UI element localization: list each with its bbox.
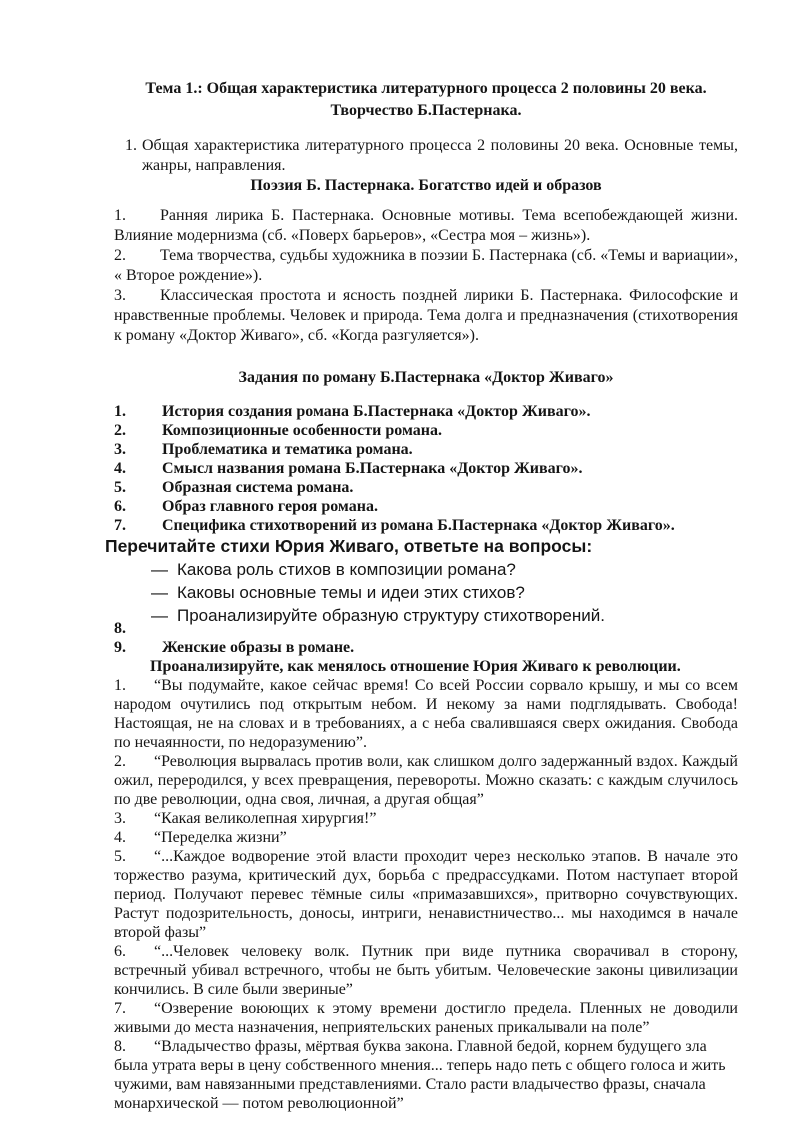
poetry-item xyxy=(114,286,738,346)
quote-item xyxy=(114,999,738,1037)
quote-number: 5. xyxy=(114,848,126,865)
quote-number: 3. xyxy=(114,810,126,827)
quote-text: “Какая великолепная хирургия!” xyxy=(154,810,377,827)
question-item xyxy=(114,581,738,604)
quote-text: “Переделка жизни” xyxy=(154,829,287,846)
task-item xyxy=(114,421,738,440)
task-item-text: Образная система романа. xyxy=(162,479,354,496)
poetry-item xyxy=(114,206,738,246)
poetry-item xyxy=(114,246,738,286)
reread-heading: Перечитайте стихи Юрия Живаго, ответьте на вопросы: xyxy=(105,536,593,556)
task-item-text: История создания романа Б.Пастернака «Доктор Живаго». xyxy=(162,403,591,420)
question-text: Каковы основные темы и идеи этих стихов? xyxy=(177,583,525,602)
task-item-number: 1. xyxy=(114,403,126,420)
quote-item xyxy=(114,809,738,828)
quote-number: 8. xyxy=(114,1038,126,1055)
poetry-list xyxy=(114,206,738,346)
task-item-text: Смысл названия романа Б.Пастернака «Доктор Живаго». xyxy=(162,460,583,477)
task-item-text: Композиционные особенности романа. xyxy=(162,422,442,439)
item-9 xyxy=(114,638,738,657)
poetry-item-number: 2. xyxy=(114,247,126,264)
intro-list-item xyxy=(114,136,738,176)
poetry-item-text: Классическая простота и ясность поздней лирики Б. Пастернака. Философские и нравственные проблемы. Человек и природа. Тема долга и предназначения (стихотворения к роману «Доктор Живаго», сб. «Когда разгуляется»). xyxy=(114,287,738,344)
question-text: Какова роль стихов в композиции романа? xyxy=(177,560,516,579)
quote-number: 4. xyxy=(114,829,126,846)
task-item-number: 4. xyxy=(114,460,126,477)
task-item-number: 2. xyxy=(114,422,126,439)
quote-text: “...Каждое водворение этой власти проходит через несколько этапов. В начале это торжество разума, критический дух, борьба с предрассудками. Потом наступает второй период. Получают перевес тёмные силы «примазавшихся», притворно сочувствующих. Растут подозрительность, доносы, интриги, ненавистничество... мы находимся в начале второй фазы” xyxy=(114,848,738,941)
task-item-number: 5. xyxy=(114,479,126,496)
dash-marker: — xyxy=(151,606,168,625)
quote-number: 1. xyxy=(114,677,126,694)
intro-item-number: 1. xyxy=(125,137,137,154)
question-text: Проанализируйте образную структуру стихотворений. xyxy=(177,606,605,625)
task-item xyxy=(114,440,738,459)
poetry-item-text: Тема творчества, судьбы художника в поэзии Б. Пастернака (сб. «Темы и вариации», « Второе рождение»). xyxy=(114,247,738,284)
quote-text: “Озверение воюющих к этому времени достигло предела. Пленных не доводили живыми до места назначения, неприятельских раненых прикалывали на поле” xyxy=(114,1000,738,1036)
quote-number: 2. xyxy=(114,753,126,770)
task-item xyxy=(114,402,738,421)
task-item xyxy=(114,497,738,516)
task-item-text: Специфика стихотворений из романа Б.Пастернака «Доктор Живаго». xyxy=(162,517,675,534)
task-item xyxy=(114,478,738,497)
quote-item xyxy=(114,942,738,999)
intro-item-text: Общая характеристика литературного процесса 2 половины 20 века. Основные темы, жанры, направления. xyxy=(142,137,738,174)
quote-number: 7. xyxy=(114,1000,126,1017)
poetry-item-number: 3. xyxy=(114,287,126,304)
quote-text: “Вы подумайте, какое сейчас время! Со всей России сорвало крышу, и мы со всем народом очутились под открытым небом. И некому за нами подглядывать. Свобода! Настоящая, не на словах и в требованиях, а с неба свалившаяся сверх ожидания. Свобода по нечаянности, по недоразумению”. xyxy=(114,677,738,751)
quote-text: “Революция вырвалась против воли, как слишком долго задержанный вздох. Каждый ожил, переродился, у всех превращения, перевороты. Можно сказать: с каждым случилось по две революции, одна своя, личная, а другая общая” xyxy=(114,753,738,808)
quote-text: “...Человек человеку волк. Путник при виде путника сворачивал в сторону, встречный убивал встречного, чтобы не быть убитым. Человеческие законы цивилизации кончились. В силе были звериные” xyxy=(114,943,738,998)
item-9-text: Женские образы в романе. xyxy=(162,639,355,656)
task-item xyxy=(114,516,738,535)
analyze-prompt: Проанализируйте, как менялось отношение Юрия Живаго к революции. xyxy=(150,658,681,675)
quote-item xyxy=(114,828,738,847)
quote-number: 6. xyxy=(114,943,126,960)
task-item-text: Образ главного героя романа. xyxy=(162,498,378,515)
quotes-list xyxy=(114,676,738,1113)
question-item xyxy=(114,558,738,581)
quote-item xyxy=(114,1037,738,1113)
quote-text: “Владычество фразы, мёртвая буква закона. Главной бедой, корнем будущего зла была утрата веры в цену собственного мнения... теперь надо петь с общего голоса и жить чужими, вам навязанными представлениями. Стало расти владычество фразы, сначала монархической — потом революционной” xyxy=(114,1038,726,1112)
task-item xyxy=(114,459,738,478)
task-item-number: 6. xyxy=(114,498,126,515)
poetry-item-text: Ранняя лирика Б. Пастернака. Основные мотивы. Тема всепобеждающей жизни. Влияние модернизма (сб. «Поверх барьеров», «Сестра моя – жизнь»). xyxy=(114,207,738,244)
dash-marker: — xyxy=(151,583,168,602)
bold-items-8-9 xyxy=(114,619,738,676)
quote-item xyxy=(114,676,738,752)
poetry-heading: Поэзия Б. Пастернака. Богатство идей и образов xyxy=(250,177,602,194)
task-item-number: 3. xyxy=(114,441,126,458)
questions-list xyxy=(114,558,738,627)
item-9-number: 9. xyxy=(114,639,126,656)
item-8-number: 8. xyxy=(114,620,126,637)
task-item-text: Проблематика и тематика романа. xyxy=(162,441,413,458)
page-title-line-2: Творчество Б.Пастернака. xyxy=(330,102,522,119)
page-title-line-1: Тема 1.: Общая характеристика литературного процесса 2 половины 20 века. xyxy=(145,80,707,97)
dash-marker: — xyxy=(151,560,168,579)
tasks-heading: Задания по роману Б.Пастернака «Доктор Живаго» xyxy=(238,369,614,386)
tasks-list xyxy=(114,402,738,535)
poetry-item-number: 1. xyxy=(114,207,126,224)
quote-item xyxy=(114,752,738,809)
task-item-number: 7. xyxy=(114,517,126,534)
quote-item xyxy=(114,847,738,942)
page-title xyxy=(114,78,738,122)
